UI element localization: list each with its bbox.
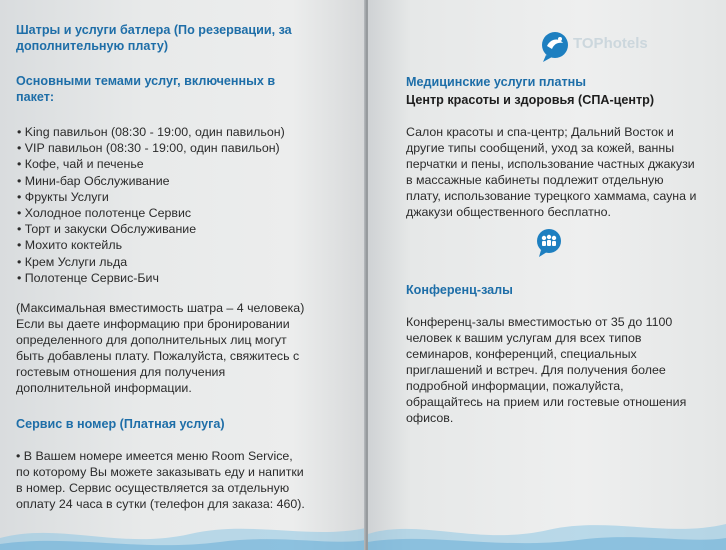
list-item: • Холодное полотенце Сервис xyxy=(17,205,285,221)
spa-line-5: плату, использование турецкого хаммама, сауна и xyxy=(406,189,697,203)
spa-line-1: Салон красоты и спа-центр; Дальний Восток и xyxy=(406,125,674,139)
tent-title-line-1: Шатры и услуги батлера (По резервации, за xyxy=(16,23,292,37)
spa-line-3: перчатки и пены, использование частных джакузи xyxy=(406,157,695,171)
spa-line-2: другие типы сообщений, уход за кожей, ванны xyxy=(406,141,675,155)
list-item: • Полотенце Сервис-Бич xyxy=(17,270,285,286)
room-service-title: Сервис в номер (Платная услуга) xyxy=(16,417,225,431)
capacity-line-6: дополнительной информации. xyxy=(16,381,192,395)
room-service-line-3: в номер. Сервис осуществляется за отдельную xyxy=(16,481,290,495)
capacity-line-5: гостевым отношения для получения xyxy=(16,365,226,379)
room-service-line-4: оплату 24 часа в сутки (телефон для заказа: 460). xyxy=(16,497,305,511)
spa-line-4: в массажные кабинеты подлежит отдельную xyxy=(406,173,664,187)
services-title-line-1: Основными темами услуг, включенных в xyxy=(16,74,276,88)
conference-line-7: офисов. xyxy=(406,411,454,425)
spa-chat-icon xyxy=(538,30,572,64)
right-wave-decoration xyxy=(368,504,726,550)
capacity-line-1: (Максимальная вместимость шатра – 4 человека) xyxy=(16,301,305,315)
conference-line-1: Конференц-залы вместимостью от 35 до 1100 xyxy=(406,315,673,329)
right-page xyxy=(368,0,726,550)
list-item: • Торт и закуски Обслуживание xyxy=(17,221,285,237)
services-title-line-2: пакет: xyxy=(16,90,55,104)
list-item: • VIP павильон (08:30 - 19:00, один павильон) xyxy=(17,140,285,156)
list-item: • Фрукты Услуги xyxy=(17,189,285,205)
conference-line-2: человек к вашим услугам для всех типов xyxy=(406,331,642,345)
room-service-line-1: • В Вашем номере имеется меню Room Service, xyxy=(16,449,293,463)
conference-chat-icon xyxy=(534,228,564,258)
list-item: • Мохито коктейль xyxy=(17,237,285,253)
spa-title: Центр красоты и здоровья (СПА-центр) xyxy=(406,93,655,107)
list-item: • Мини-бар Обслуживание xyxy=(17,173,285,189)
list-item: • Кофе, чай и печенье xyxy=(17,156,285,172)
left-wave-decoration xyxy=(0,510,366,550)
conference-line-3: семинаров, конференций, специальных xyxy=(406,347,637,361)
conference-line-6: обращайтесь на прием или гостевые отношения xyxy=(406,395,687,409)
medical-title: Медицинские услуги платны xyxy=(406,75,587,89)
capacity-line-2: Если вы даете информацию при бронировании xyxy=(16,317,290,331)
services-list xyxy=(17,124,285,286)
spa-line-6: джакузи общественного бесплатно. xyxy=(406,205,611,219)
capacity-line-3: определенного для дополнительных лиц могут xyxy=(16,333,287,347)
tent-title-line-2: дополнительную плату) xyxy=(16,39,169,53)
conference-title: Конференц-залы xyxy=(406,283,513,297)
watermark-logo: TOPhotels xyxy=(573,35,648,52)
room-service-line-2: по которому Вы можете заказывать еду и напитки xyxy=(16,465,304,479)
list-item: • King павильон (08:30 - 19:00, один павильон) xyxy=(17,124,285,140)
conference-line-5: подробной информации, пожалуйста, xyxy=(406,379,624,393)
conference-line-4: приглашений и встреч. Для получения более xyxy=(406,363,666,377)
list-item: • Крем Услуги льда xyxy=(17,254,285,270)
capacity-line-4: быть добавлены плату. Пожалуйста, свяжитесь с xyxy=(16,349,300,363)
